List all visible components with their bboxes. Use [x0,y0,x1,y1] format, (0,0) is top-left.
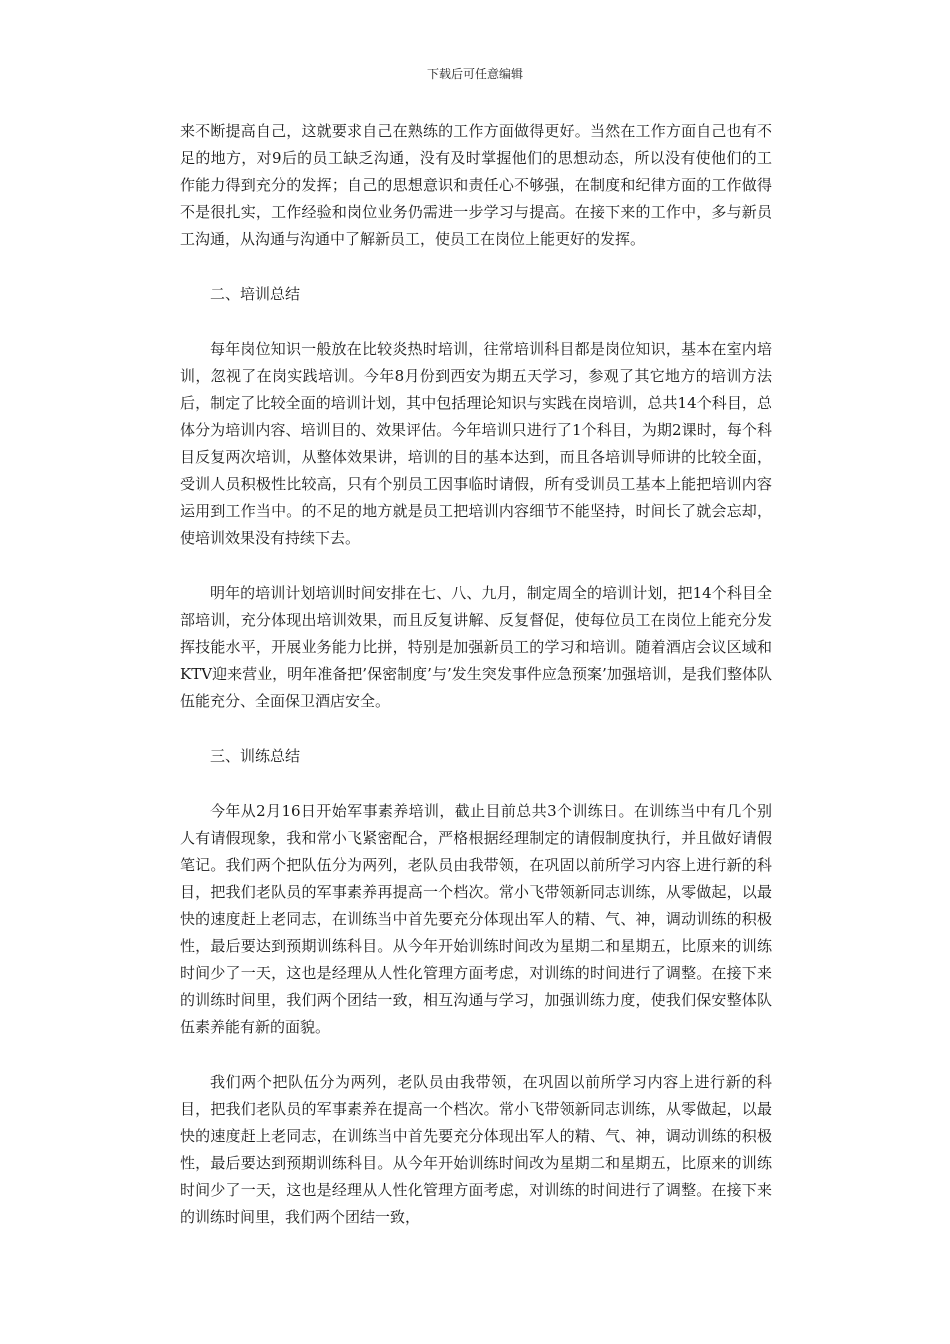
document-body [180,118,772,1259]
paragraph-intro: 来不断提高自己，这就要求自己在熟练的工作方面做得更好。当然在工作方面自己也有不足的地方，对9后的员工缺乏沟通，没有及时掌握他们的思想动态，所以没有使他们的工作能力得到充分的发挥；自己的思想意识和责任心不够强，在制度和纪律方面的工作做得不是很扎实，工作经验和岗位业务仍需进一步学习与提高。在接下来的工作中，多与新员工沟通，从沟通与沟通中了解新员工，使员工在岗位上能更好的发挥。 [180,122,772,248]
section-heading-training: 二、培训总结 [210,285,301,303]
section-heading-drill: 三、训练总结 [210,747,301,765]
paragraph-training-2: 明年的培训计划培训时间安排在七、八、九月，制定周全的培训计划，把14个科目全部培训，充分体现出培训效果，而且反复讲解、反复督促，使每位员工在岗位上能充分发挥技能水平，开展业务能力比拼，特别是加强新员工的学习和培训。随着酒店会议区域和KTV迎来营业，明年准备把’保密制度’与’发生突发事件应急预案’加强培训，是我们整体队伍能充分、全面保卫酒店安全。 [180,584,772,710]
paragraph-drill-2: 我们两个把队伍分为两列，老队员由我带领，在巩固以前所学习内容上进行新的科目，把我们老队员的军事素养在提高一个档次。常小飞带领新同志训练，从零做起，以最快的速度赶上老同志，在训练当中首先要充分体现出军人的精、气、神，调动训练的积极性，最后要达到预期训练科目。从今年开始训练时间改为星期二和星期五，比原来的训练时间少了一天，这也是经理从人性化管理方面考虑，对训练的时间进行了调整。在接下来的训练时间里，我们两个团结一致， [180,1073,772,1226]
paragraph-training-1: 每年岗位知识一般放在比较炎热时培训，往常培训科目都是岗位知识，基本在室内培训，忽视了在岗实践培训。今年8月份到西安为期五天学习，参观了其它地方的培训方法后，制定了比较全面的培训计划，其中包括理论知识与实践在岗培训，总共14个科目，总体分为培训内容、培训目的、效果评估。今年培训只进行了1个科目，为期2课时，每个科目反复两次培训，从整体效果讲，培训的目的基本达到，而且各培训导师讲的比较全面，受训人员积极性比较高，只有个别员工因事临时请假，所有受训员工基本上能把培训内容运用到工作当中。的不足的地方就是员工把培训内容细节不能坚持，时间长了就会忘却，使培训效果没有持续下去。 [180,340,772,547]
paragraph-drill-1: 今年从2月16日开始军事素养培训，截止目前总共3个训练日。在训练当中有几个别人有请假现象，我和常小飞紧密配合，严格根据经理制定的请假制度执行，并且做好请假笔记。我们两个把队伍分为两列，老队员由我带领，在巩固以前所学习内容上进行新的科目，把我们老队员的军事素养再提高一个档次。常小飞带领新同志训练，从零做起，以最快的速度赶上老同志，在训练当中首先要充分体现出军人的精、气、神，调动训练的积极性，最后要达到预期训练科目。从今年开始训练时间改为星期二和星期五，比原来的训练时间少了一天，这也是经理从人性化管理方面考虑，对训练的时间进行了调整。在接下来的训练时间里，我们两个团结一致，相互沟通与学习，加强训练力度，使我们保安整体队伍素养能有新的面貌。 [180,802,772,1036]
page-header: 下载后可任意编辑 [426,67,523,81]
